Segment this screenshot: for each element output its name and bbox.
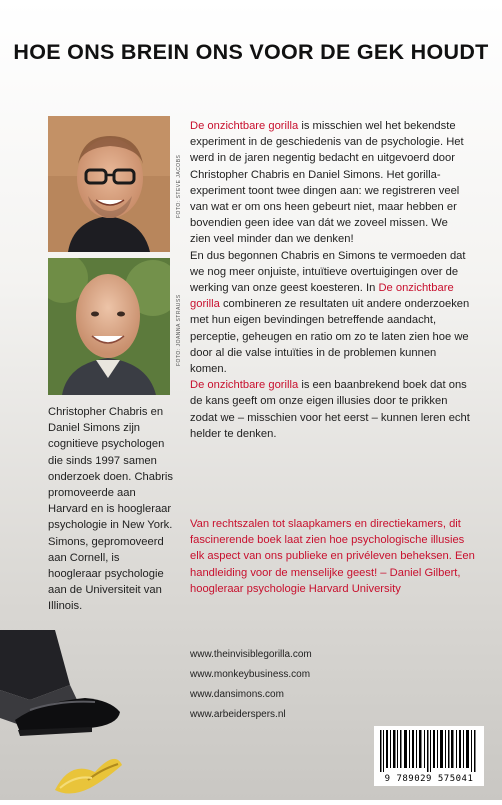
description-text: combineren ze resultaten uit andere onderzoeken met hun eigen bevindingen betreffende aandacht, perceptie, geheugen en ratio om zo te laten zien hoe we door al die valse intuïties in de problemen kunnen komen. (190, 298, 470, 376)
description-paragraph-2 (190, 248, 470, 378)
author-bio: Christopher Chabris en Daniel Simons zijn cognitieve psychologen die sinds 1997 samen onderzoek doen. Chabris promoveerde aan Harvard en is hoogleraar psychologie in New York. Simons, gepromoveerd aan Cornell, is hoogleraar psychologie aan de Universiteit van Illinois. (48, 406, 174, 613)
website-link[interactable]: www.arbeiderspers.nl (190, 709, 286, 720)
book-title-highlight: De onzichtbare gorilla (190, 120, 299, 132)
photo-credit-top: FOTO: STEVE JACOBS (176, 154, 182, 218)
photo-credit-bottom: FOTO: JOANNA STRAUSS (176, 294, 182, 366)
barcode-bars-icon (374, 726, 484, 774)
author-photo-chabris (48, 116, 170, 252)
description-text: is een baanbrekend boek dat ons de kans geeft om onze eigen illusies door te prikken zodat we – misschien voor het eerst – kunnen leren echt helder te denken. (190, 379, 470, 440)
description-text: En dus begonnen Chabris en Simons te vermoeden dat we nog meer onjuiste, intuïtieve overtuigingen over de werking van onze geest koesteren. In (190, 249, 466, 295)
website-link[interactable]: www.theinvisiblegorilla.com (190, 649, 312, 660)
review-quote: Van rechtszalen tot slaapkamers en directiekamers, dit fascinerende boek laat zien hoe psychologische illusies elk aspect van ons publieke en privéleven beheksen. Een handleiding voor de menselijke geest! – Daniel Gilbert, hoogleraar psychologie Harvard University (190, 518, 475, 595)
website-link[interactable]: www.dansimons.com (190, 689, 284, 700)
shoe-banana-illustration (0, 630, 140, 805)
website-link[interactable]: www.monkeybusiness.com (190, 669, 311, 680)
book-title-highlight: De onzichtbare gorilla (190, 379, 299, 392)
website-links (190, 645, 390, 725)
isbn-number: 9 789029 575041 (384, 774, 474, 784)
book-description (190, 118, 470, 442)
description-paragraph-3 (190, 377, 470, 442)
author-photo-simons (48, 258, 170, 395)
book-title: HOE ONS BREIN ONS VOOR DE GEK HOUDT (13, 40, 489, 64)
description-text: is misschien wel het bekendste experiment in de geschiedenis van de psychologie. Het werd in de jaren negentig bedacht en uitgevoerd door Christopher Chabris en Daniel Simons. Het gorilla-experiment toont twee dingen aan: we registreren veel van wat er om ons heen gebeurt niet, maar hebben er bovendien geen idee van dát we zoveel missen. We zien veel minder dan we denken! (190, 120, 464, 246)
description-paragraph-1 (190, 118, 470, 248)
isbn-barcode (374, 726, 484, 786)
book-title-highlight: De onzichtbare gorilla (190, 282, 454, 311)
